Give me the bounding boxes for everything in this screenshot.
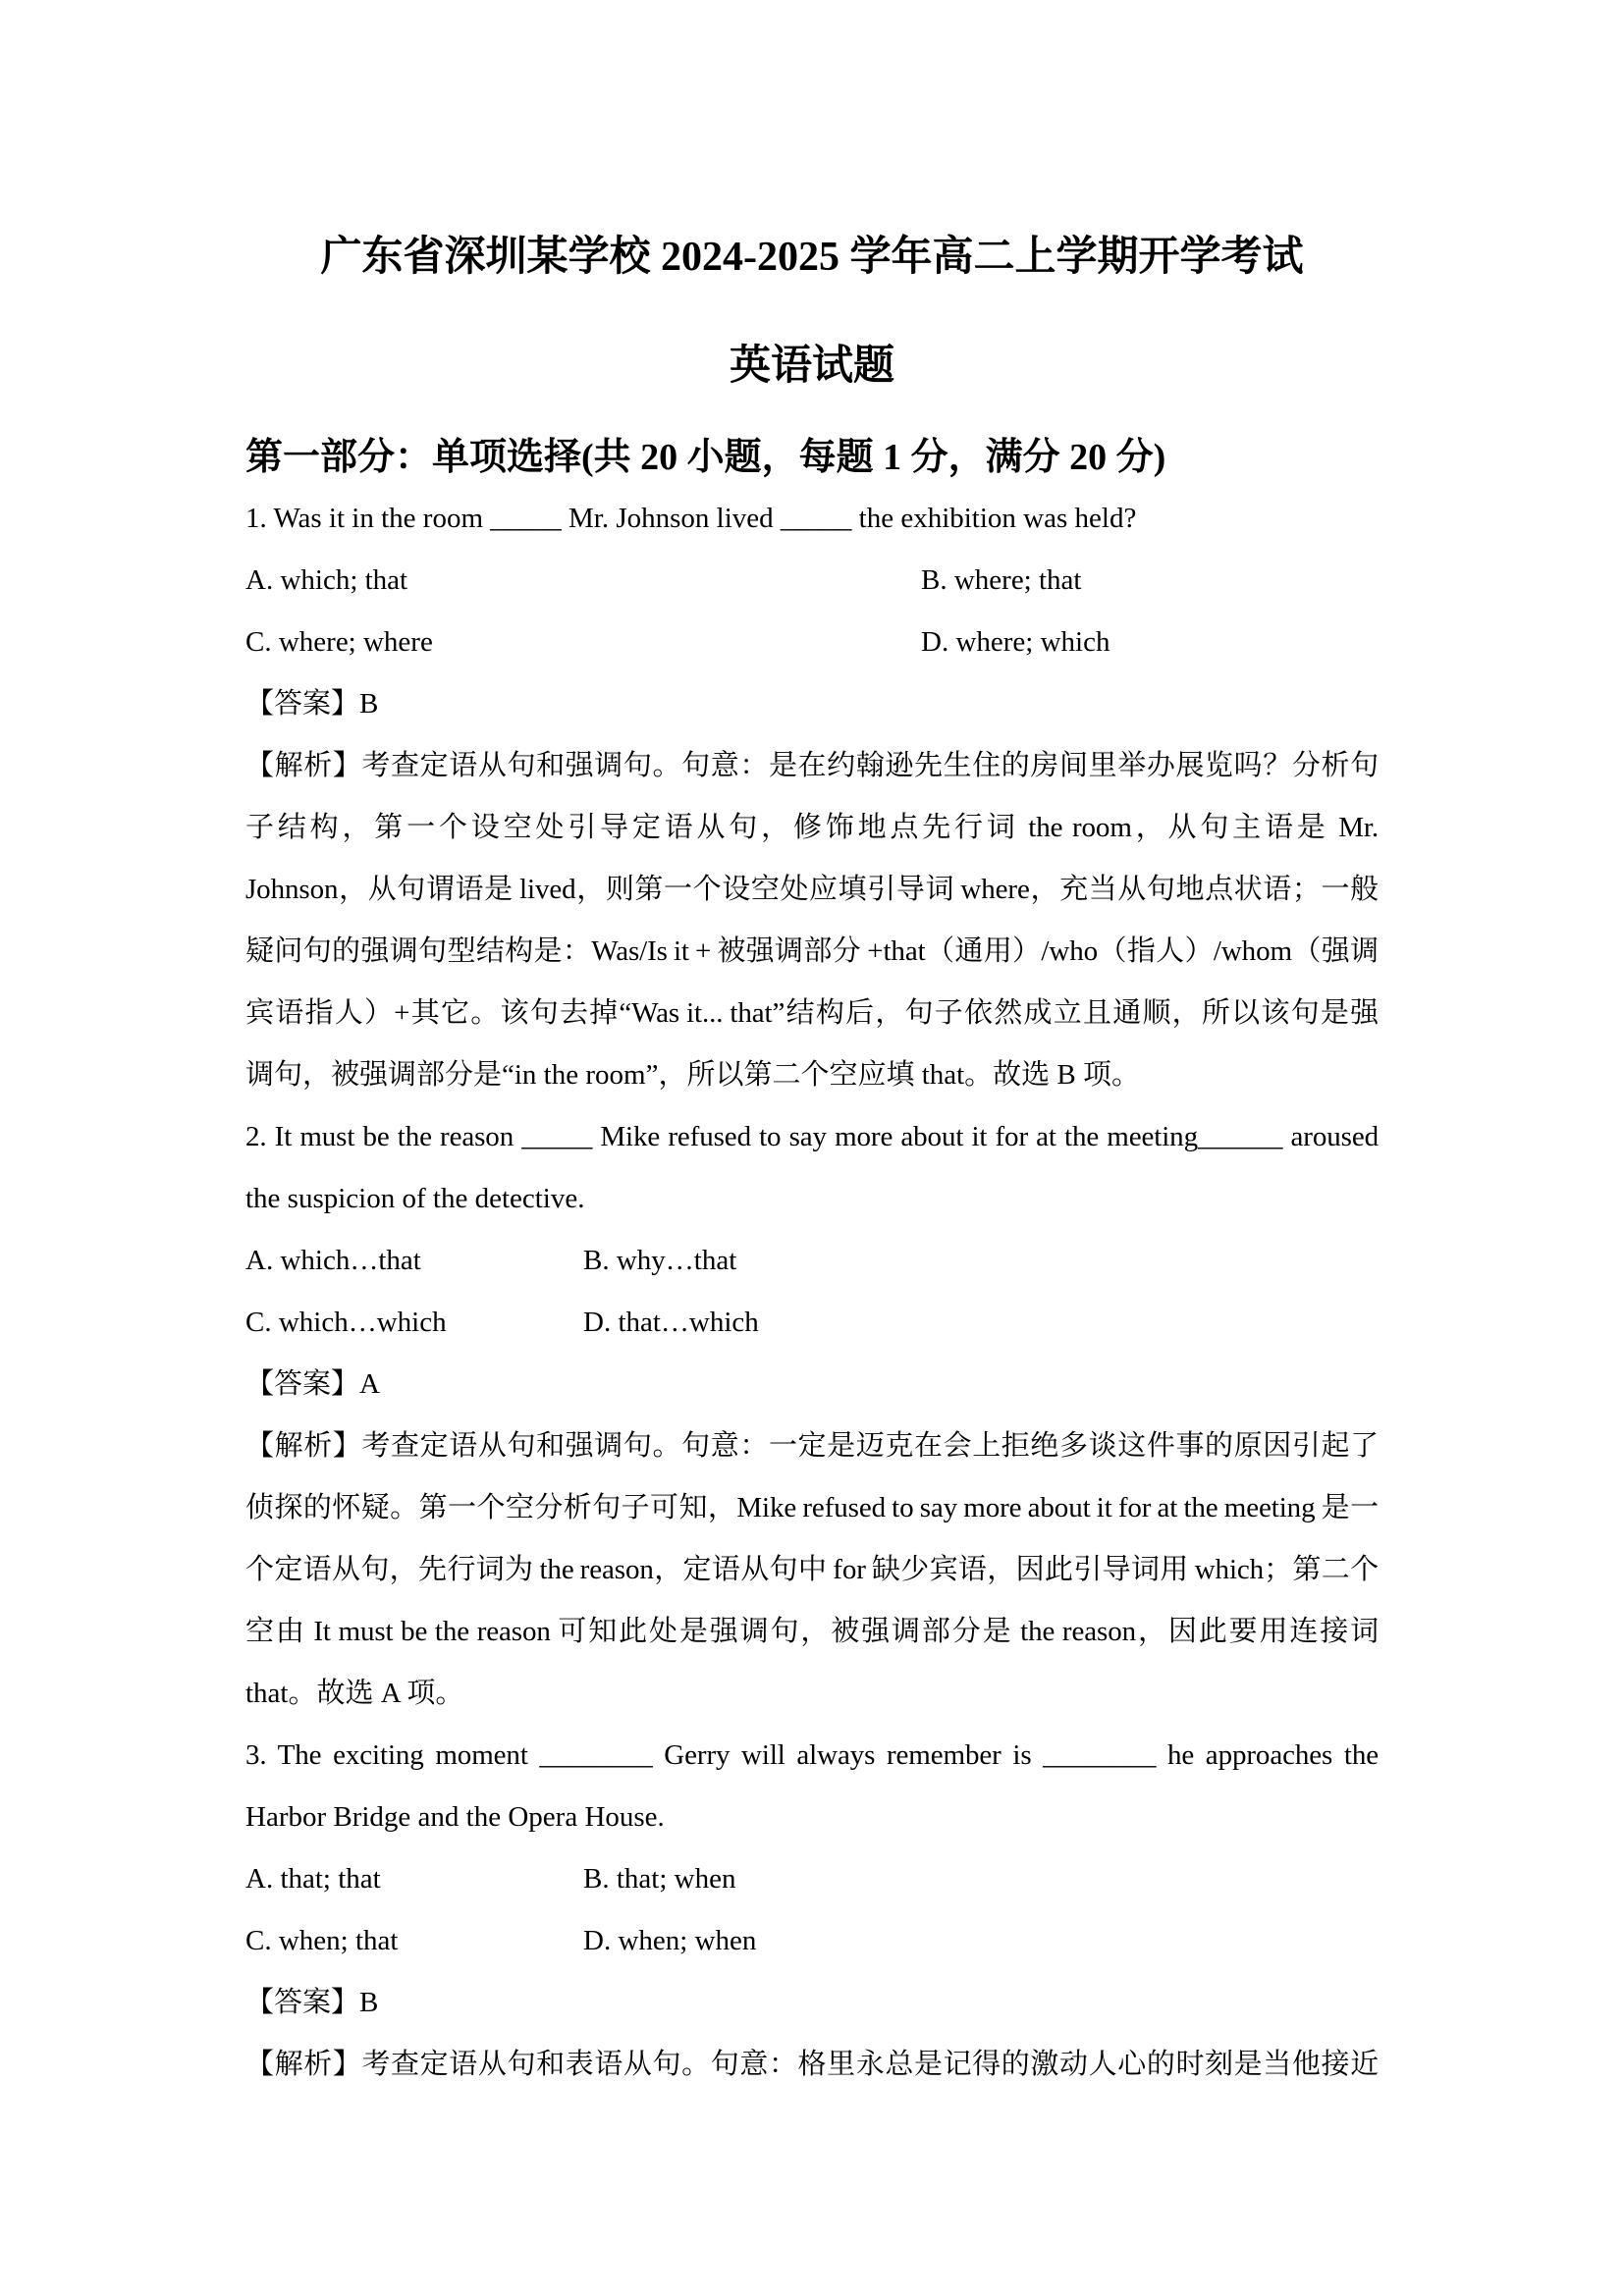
page-subtitle: 英语试题 bbox=[729, 344, 894, 389]
question-3-option-b: B. that; when bbox=[583, 1863, 736, 1895]
question-3-analysis-line-1: 【解析】考查定语从句和表语从句。句意：格里永总是记得的激动人心的时刻是当他接近 bbox=[245, 2049, 1379, 2080]
question-3-option-d: D. when; when bbox=[583, 1925, 757, 1956]
question-1-option-d: D. where; which bbox=[921, 626, 1110, 658]
question-2-option-b: B. why…that bbox=[583, 1245, 737, 1276]
question-2-analysis-line-5: that。故选 A 项。 bbox=[245, 1678, 464, 1709]
question-2-option-d: D. that…which bbox=[583, 1307, 759, 1338]
question-3-stem-line-1: 3. The exciting moment ________ Gerry will always remember is ________ he approaches the bbox=[245, 1739, 1379, 1771]
question-1-analysis-line-4: 疑问句的强调句型结构是：Was/Is it + 被强调部分 +that（通用）/who（指人）/whom（强调 bbox=[245, 935, 1379, 967]
question-2-stem-line-1: 2. It must be the reason _____ Mike refused to say more about it for at the meeting______ aroused bbox=[245, 1121, 1379, 1152]
question-1-option-row-cd bbox=[245, 612, 1379, 673]
question-2-analysis-line-2: 侦探的怀疑。第一个空分析句子可知，Mike refused to say more about it for at the meeting 是一 bbox=[245, 1492, 1379, 1523]
section-heading: 第一部分：单项选择(共 20 小题，每题 1 分，满分 20 分) bbox=[245, 437, 1166, 478]
question-2-option-row-ab bbox=[245, 1230, 1379, 1292]
question-3-stem-line-2: Harbor Bridge and the Opera House. bbox=[245, 1801, 665, 1833]
question-2-analysis-line-4: 空由 It must be the reason 可知此处是强调句，被强调部分是 the reason，因此要用连接词 bbox=[245, 1616, 1379, 1647]
question-1-option-b: B. where; that bbox=[921, 564, 1082, 596]
question-1-answer-line: 【答案】B bbox=[245, 688, 379, 720]
question-3-option-c: C. when; that bbox=[245, 1925, 399, 1956]
question-2-analysis-line-3: 个定语从句，先行词为 the reason，定语从句中 for 缺少宾语，因此引导词用 which；第二个 bbox=[245, 1554, 1379, 1585]
question-1-stem-line-1: 1. Was it in the room _____ Mr. Johnson lived _____ the exhibition was held? bbox=[245, 503, 1137, 534]
question-1-option-row-ab bbox=[245, 550, 1379, 612]
question-1-analysis-line-5: 宾语指人）+其它。该句去掉“Was it... that”结构后，句子依然成立且通顺，所以该句是强 bbox=[245, 997, 1379, 1029]
question-2-option-c: C. which…which bbox=[245, 1307, 447, 1338]
question-2-analysis-line-1: 【解析】考查定语从句和强调句。句意：一定是迈克在会上拒绝多谈这件事的原因引起了 bbox=[245, 1430, 1379, 1462]
question-2-stem-line-2: the suspicion of the detective. bbox=[245, 1183, 585, 1214]
question-1-analysis-line-6: 调句，被强调部分是“in the room”，所以第二个空应填 that。故选 B 项。 bbox=[245, 1059, 1141, 1091]
question-3-option-row-cd bbox=[245, 1910, 1379, 1972]
question-2-answer-line: 【答案】A bbox=[245, 1368, 380, 1400]
question-3-answer-line: 【答案】B bbox=[245, 1987, 379, 2018]
question-1-analysis-line-2: 子结构，第一个设空处引导定语从句，修饰地点先行词 the room，从句主语是 Mr. bbox=[245, 812, 1379, 843]
question-2-option-row-cd bbox=[245, 1292, 1379, 1354]
page-title: 广东省深圳某学校 2024-2025 学年高二上学期开学考试 bbox=[320, 235, 1304, 280]
question-1-analysis-line-1: 【解析】考查定语从句和强调句。句意：是在约翰逊先生住的房间里举办展览吗？分析句 bbox=[245, 750, 1379, 781]
question-1-option-c: C. where; where bbox=[245, 626, 433, 658]
question-3-option-row-ab bbox=[245, 1848, 1379, 1910]
question-3-option-a: A. that; that bbox=[245, 1863, 381, 1895]
document-body bbox=[245, 427, 1379, 2096]
question-1-option-a: A. which; that bbox=[245, 564, 408, 596]
question-2-option-a: A. which…that bbox=[245, 1245, 421, 1276]
question-1-analysis-line-3: Johnson，从句谓语是 lived，则第一个设空处应填引导词 where，充当从句地点状语；一般 bbox=[245, 874, 1379, 905]
